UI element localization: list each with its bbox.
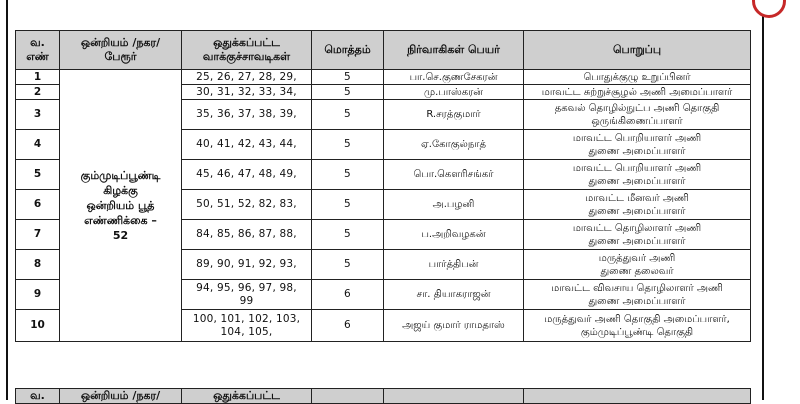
row-serial-number: 9 (16, 280, 60, 310)
row-booths: 100, 101, 102, 103, 104, 105, (182, 310, 312, 342)
row-serial-number: 3 (16, 100, 60, 130)
next-table-header (15, 388, 751, 404)
header-name-2 (384, 389, 524, 404)
header-booths: ஒதுக்கப்பட்ட வாக்குச்சாவடிகள் (182, 31, 312, 70)
row-total: 5 (312, 220, 384, 250)
row-name: சா. தியாகராஜன் (384, 280, 524, 310)
row-serial-number: 5 (16, 160, 60, 190)
row-role: மருத்துவர் அணி துணை தலைவர் (524, 250, 751, 280)
header-union: ஒன்றியம் /நகர/ பேரூர் (60, 31, 182, 70)
row-serial-number: 8 (16, 250, 60, 280)
header-sn-2: வ. (16, 389, 60, 404)
row-role: மாவட்ட மீனவர் அணி துணை அமைப்பாளர் (524, 190, 751, 220)
row-booths: 89, 90, 91, 92, 93, (182, 250, 312, 280)
row-total: 5 (312, 70, 384, 85)
row-booths: 84, 85, 86, 87, 88, (182, 220, 312, 250)
row-name: பா.செ.குணசேகரன் (384, 70, 524, 85)
header-total: மொத்தம் (312, 31, 384, 70)
header-role: பொறுப்பு (524, 31, 751, 70)
row-role: மாவட்ட பொறியாளர் அணி துணை அமைப்பாளர் (524, 160, 751, 190)
header-name: நிர்வாகிகள் பெயர் (384, 31, 524, 70)
row-booths: 30, 31, 32, 33, 34, (182, 85, 312, 100)
header-booths-2: ஒதுக்கப்பட்ட (182, 389, 312, 404)
row-serial-number: 2 (16, 85, 60, 100)
row-total: 5 (312, 250, 384, 280)
row-booths: 40, 41, 42, 43, 44, (182, 130, 312, 160)
header-total-2 (312, 389, 384, 404)
row-total: 5 (312, 190, 384, 220)
row-role: மாவட்ட விவசாய தொழிலாளர் அணி துணை அமைப்பாளர் (524, 280, 751, 310)
table-header-row (16, 31, 751, 70)
row-name: பொ.கௌரிசங்கர் (384, 160, 524, 190)
row-name: மு.பாஸ்கரன் (384, 85, 524, 100)
row-role: மாவட்ட சுற்றுச்சூழல் அணி அமைப்பாளர் (524, 85, 751, 100)
row-total: 6 (312, 310, 384, 342)
row-name: ப.அறிவழகன் (384, 220, 524, 250)
row-role: மருத்துவர் அணி தொகுதி அமைப்பாளர், கும்முடிப்பூண்டி தொகுதி (524, 310, 751, 342)
row-serial-number: 10 (16, 310, 60, 342)
header-union-2: ஒன்றியம் /நகர/ (60, 389, 182, 404)
table-row (16, 70, 751, 85)
row-role: மாவட்ட தொழிலாளர் அணி துணை அமைப்பாளர் (524, 220, 751, 250)
row-role: மாவட்ட பொறியாளர் அணி துணை அமைப்பாளர் (524, 130, 751, 160)
row-total: 5 (312, 130, 384, 160)
row-serial-number: 4 (16, 130, 60, 160)
row-serial-number: 6 (16, 190, 60, 220)
row-booths: 50, 51, 52, 82, 83, (182, 190, 312, 220)
row-total: 5 (312, 160, 384, 190)
row-name: R.சரத்குமார் (384, 100, 524, 130)
row-booths: 35, 36, 37, 38, 39, (182, 100, 312, 130)
row-booths: 45, 46, 47, 48, 49, (182, 160, 312, 190)
booth-allocation-table (15, 30, 751, 342)
row-name: பார்த்திபன் (384, 250, 524, 280)
header-sn: வ. எண் (16, 31, 60, 70)
row-name: ஏ.கோகுல்நாத் (384, 130, 524, 160)
union-cell: கும்முடிப்பூண்டி கிழக்கு ஒன்றியம் பூத் எண்ணிக்கை – 52 (60, 70, 182, 342)
row-serial-number: 1 (16, 70, 60, 85)
row-serial-number: 7 (16, 220, 60, 250)
row-total: 6 (312, 280, 384, 310)
row-total: 5 (312, 85, 384, 100)
row-total: 5 (312, 100, 384, 130)
row-name: அஜய் குமார் ராமதாஸ் (384, 310, 524, 342)
row-role: தகவல் தொழில்நுட்ப அணி தொகுதி ஒருங்கிணைப்பாளர் (524, 100, 751, 130)
row-name: அ.பழனி (384, 190, 524, 220)
row-booths: 94, 95, 96, 97, 98, 99 (182, 280, 312, 310)
header-role-2 (524, 389, 751, 404)
row-role: பொதுக்குழு உறுப்பினர் (524, 70, 751, 85)
row-booths: 25, 26, 27, 28, 29, (182, 70, 312, 85)
